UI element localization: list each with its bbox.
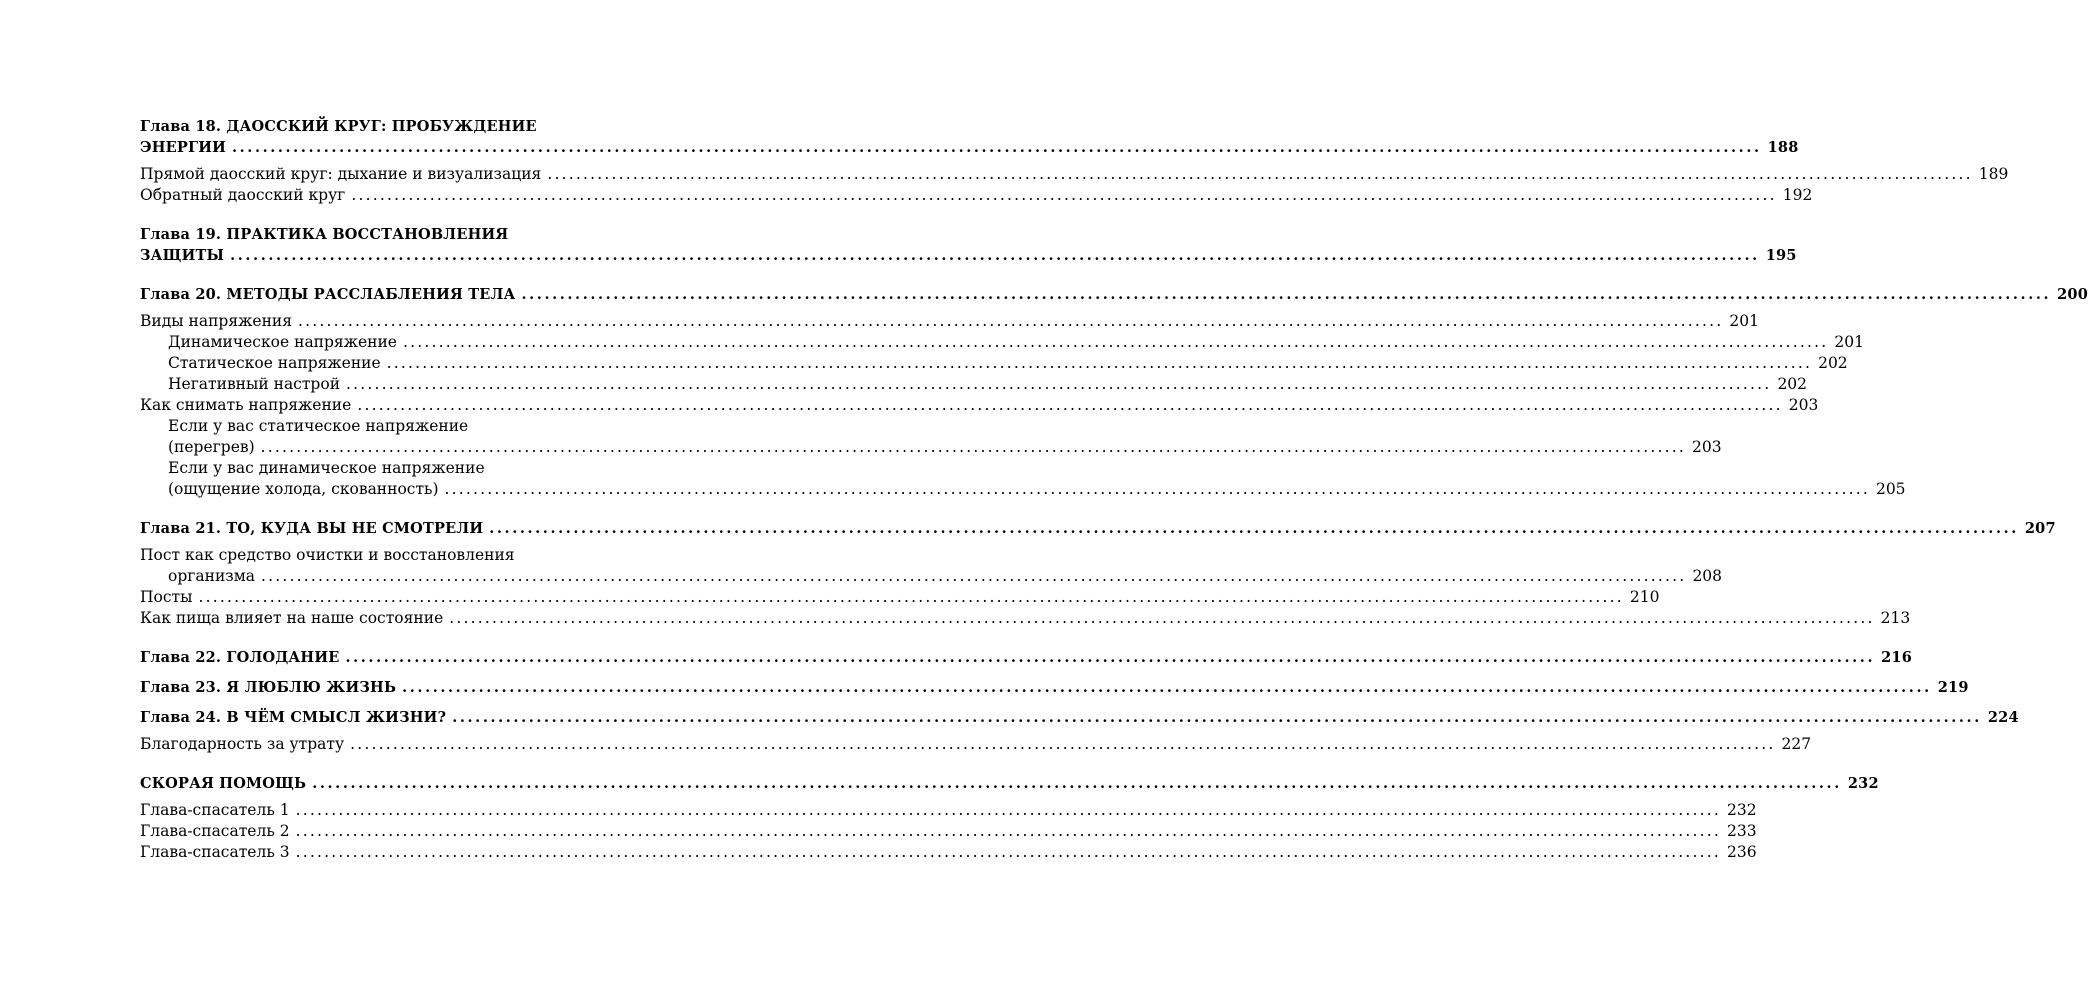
- toc-chapter[interactable]: [140, 773, 1879, 794]
- toc-entry-title: Глава 23. Я ЛЮБЛЮ ЖИЗНЬ: [140, 679, 397, 696]
- leader-dots: ........................................................................................................................................................................................................: [261, 567, 1687, 585]
- toc-entry-title: Глава 20. МЕТОДЫ РАССЛАБЛЕНИЯ ТЕЛА: [140, 286, 516, 303]
- toc-entry-title: Динамическое напряжение: [168, 333, 397, 351]
- toc-entry[interactable]: [140, 332, 1864, 353]
- leader-dots: ........................................................................................................................................................................................................: [198, 588, 1624, 606]
- toc-entry-title: Статическое напряжение: [168, 354, 381, 372]
- leader-dots: ........................................................................................................................................................................................................: [346, 375, 1772, 393]
- toc-entry[interactable]: [140, 800, 1757, 821]
- toc-entry-title: Негативный настрой: [168, 375, 341, 393]
- leader-dots: ........................................................................................................................................................................................................: [452, 709, 1982, 726]
- toc-entry-title: Благодарность за утрату: [140, 735, 345, 753]
- leader-dots: ........................................................................................................................................................................................................: [295, 843, 1721, 861]
- toc-entry[interactable]: [140, 353, 1848, 374]
- page-number: 189: [1978, 165, 2009, 183]
- page-number: 200: [2057, 286, 2088, 303]
- page-number: 201: [1834, 333, 1864, 351]
- toc-entry-title: Прямой даосский круг: дыхание и визуализация: [140, 165, 542, 183]
- toc-entry-title: организма: [168, 567, 256, 585]
- leader-dots: ........................................................................................................................................................................................................: [232, 139, 1762, 156]
- page-number: 208: [1692, 567, 1723, 585]
- leader-dots: ........................................................................................................................................................................................................: [402, 679, 1932, 696]
- toc-entry-title: СКОРАЯ ПОМОЩЬ: [140, 775, 307, 792]
- toc-entry[interactable]: [140, 416, 1722, 458]
- toc-entry[interactable]: [140, 395, 1819, 416]
- toc-entry-title: Глава 24. В ЧЁМ СМЫСЛ ЖИЗНИ?: [140, 709, 447, 726]
- toc-chapter[interactable]: [140, 224, 1797, 266]
- toc-entry-title: Глава-спасатель 2: [140, 822, 290, 840]
- leader-dots: ........................................................................................................................................................................................................: [547, 165, 1973, 183]
- page-number: 192: [1782, 186, 1813, 204]
- toc-chapter[interactable]: [140, 677, 1969, 698]
- page-number: 236: [1726, 843, 1757, 861]
- toc-entry-title: Виды напряжения: [140, 312, 293, 330]
- leader-dots: ........................................................................................................................................................................................................: [295, 801, 1721, 819]
- toc-entry[interactable]: [140, 821, 1757, 842]
- toc-entry-title: ЗАЩИТЫ: [140, 247, 225, 264]
- leader-dots: ........................................................................................................................................................................................................: [449, 609, 1875, 627]
- page-number: 188: [1767, 139, 1799, 156]
- page-number: 202: [1818, 354, 1848, 372]
- page-number: 219: [1937, 679, 1969, 696]
- page-number: 232: [1847, 775, 1879, 792]
- toc-chapter[interactable]: [140, 518, 2056, 539]
- leader-dots: ........................................................................................................................................................................................................: [230, 247, 1760, 264]
- page-number: 224: [1987, 709, 2019, 726]
- toc-entry[interactable]: [140, 608, 1911, 629]
- toc-entry[interactable]: [140, 587, 1660, 608]
- leader-dots: ........................................................................................................................................................................................................: [521, 286, 2052, 303]
- leader-dots: ........................................................................................................................................................................................................: [489, 520, 2019, 537]
- leader-dots: ........................................................................................................................................................................................................: [260, 438, 1687, 456]
- toc-chapter[interactable]: [140, 284, 2088, 305]
- toc-entry-title: Глава 19. ПРАКТИКА ВОССТАНОВЛЕНИЯ: [140, 226, 509, 243]
- toc-entry-title: Обратный даосский круг: [140, 186, 346, 204]
- page-number: 213: [1880, 609, 1911, 627]
- leader-dots: ........................................................................................................................................................................................................: [312, 775, 1842, 792]
- toc-chapter[interactable]: [140, 647, 1912, 668]
- toc-entry-title: (перегрев): [168, 438, 255, 456]
- leader-dots: ........................................................................................................................................................................................................: [298, 312, 1724, 330]
- page-number: 195: [1765, 247, 1797, 264]
- page-number: 203: [1788, 396, 1819, 414]
- leader-dots: ........................................................................................................................................................................................................: [444, 480, 1870, 498]
- toc-entry-title: Посты: [140, 588, 193, 606]
- toc-chapter[interactable]: [140, 707, 2019, 728]
- leader-dots: ........................................................................................................................................................................................................: [350, 735, 1776, 753]
- leader-dots: ........................................................................................................................................................................................................: [295, 822, 1721, 840]
- leader-dots: ........................................................................................................................................................................................................: [345, 649, 1876, 666]
- toc-entry[interactable]: [140, 545, 1723, 587]
- toc-entry-title: Пост как средство очистки и восстановления: [140, 546, 515, 564]
- page-number: 207: [2024, 520, 2056, 537]
- toc-entry[interactable]: [140, 458, 1906, 500]
- toc-chapter[interactable]: [140, 116, 1799, 158]
- page-number: 216: [1881, 649, 1912, 666]
- toc-entry[interactable]: [140, 374, 1808, 395]
- toc-entry-title: Как снимать напряжение: [140, 396, 352, 414]
- page-number: 202: [1777, 375, 1808, 393]
- toc-entry-title: Если у вас динамическое напряжение: [168, 459, 485, 477]
- page-number: 201: [1729, 312, 1760, 330]
- toc-entry[interactable]: [140, 842, 1757, 863]
- page-number: 203: [1692, 438, 1722, 456]
- leader-dots: ........................................................................................................................................................................................................: [351, 186, 1777, 204]
- toc-entry[interactable]: [140, 734, 1812, 755]
- toc-entry[interactable]: [140, 164, 2009, 185]
- toc-entry-title: Как пища влияет на наше состояние: [140, 609, 444, 627]
- toc-entry-title: Глава 21. ТО, КУДА ВЫ НЕ СМОТРЕЛИ: [140, 520, 484, 537]
- page-number: 210: [1629, 588, 1660, 606]
- toc-entry-title: (ощущение холода, скованность): [168, 480, 439, 498]
- table-of-contents: [140, 116, 2088, 863]
- page-number: 227: [1781, 735, 1812, 753]
- page-number: 233: [1726, 822, 1757, 840]
- toc-entry-title: ЭНЕРГИИ: [140, 139, 226, 156]
- toc-entry[interactable]: [140, 311, 1760, 332]
- page-number: 205: [1875, 480, 1906, 498]
- toc-entry-title: Глава 22. ГОЛОДАНИЕ: [140, 649, 340, 666]
- leader-dots: ........................................................................................................................................................................................................: [402, 333, 1829, 351]
- toc-entry-title: Глава 18. ДАОССКИЙ КРУГ: ПРОБУЖДЕНИЕ: [140, 118, 537, 135]
- leader-dots: ........................................................................................................................................................................................................: [357, 396, 1783, 414]
- page-number: 232: [1726, 801, 1757, 819]
- toc-entry-title: Глава-спасатель 3: [140, 843, 290, 861]
- leader-dots: ........................................................................................................................................................................................................: [386, 354, 1813, 372]
- toc-entry-title: Глава-спасатель 1: [140, 801, 290, 819]
- toc-entry[interactable]: [140, 185, 1813, 206]
- toc-entry-title: Если у вас статическое напряжение: [168, 417, 469, 435]
